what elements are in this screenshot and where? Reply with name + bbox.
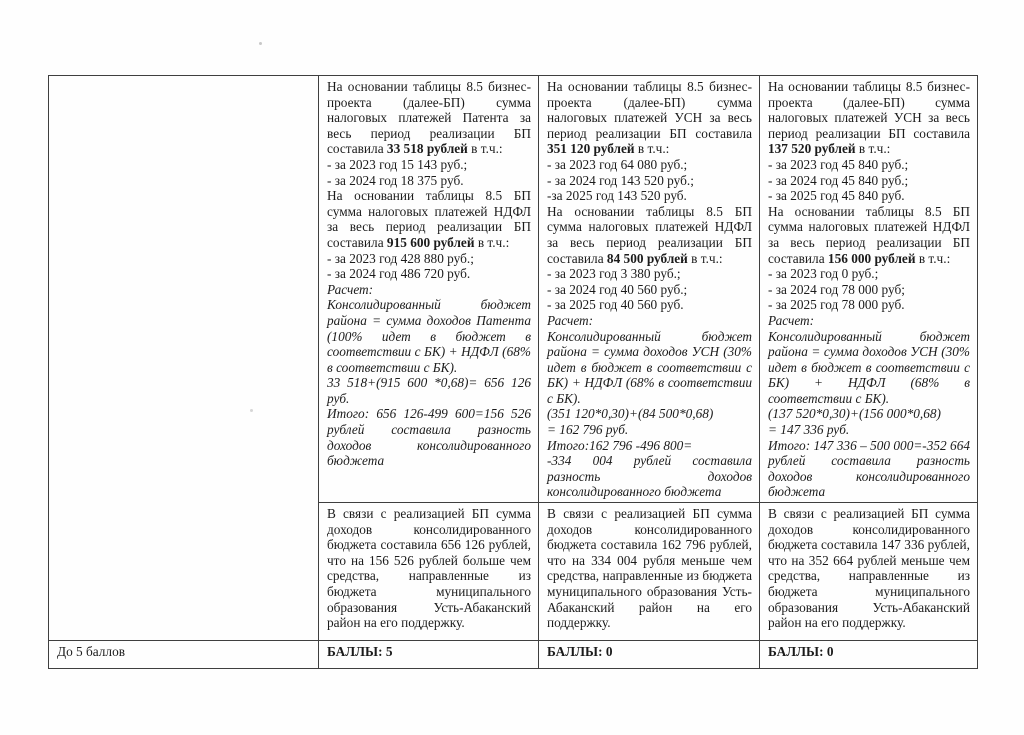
- score-value: БАЛЛЫ: 0: [547, 644, 613, 660]
- paragraph: - за 2024 год 143 520 руб.;: [547, 172, 694, 188]
- analysis-cell-usn-1: [539, 76, 760, 503]
- criterion-max-score-label: До 5 баллов: [57, 644, 125, 660]
- paragraph: На основании таблицы 8.5 бизнес-проекта (далее-БП) сумма налоговых платежей УСН за весь период реализации БП составила 351 120 рублей в т.ч.:: [547, 79, 752, 157]
- paragraph: На основании таблицы 8.5 бизнес-проекта (далее-БП) сумма налоговых платежей УСН за весь период реализации БП составила 137 520 рублей в т.ч.:: [768, 79, 970, 157]
- score-cell-usn-1: [539, 641, 760, 669]
- table-row-score: [49, 641, 978, 669]
- paragraph: (137 520*0,30)+(156 000*0,68): [768, 406, 941, 422]
- paragraph: = 147 336 руб.: [768, 422, 850, 438]
- summary-text: В связи с реализацией БП сумма доходов консолидированного бюджета составила 656 126 рублей, что на 156 526 рублей больше чем средства, направленные из бюджета муниципального образования Усть-Абаканский район на его поддержку.: [327, 506, 531, 631]
- paragraph: На основании таблицы 8.5 БП сумма налоговых платежей НДФЛ за весь период реализации БП составила 84 500 рублей в т.ч.:: [547, 203, 752, 266]
- paragraph: - за 2024 год 78 000 руб;: [768, 281, 905, 297]
- paragraph: - за 2025 год 78 000 руб.: [768, 297, 905, 313]
- paragraph: Итого:162 796 -496 800=: [547, 437, 693, 453]
- criteria-empty-cell: [49, 76, 319, 641]
- analysis-cell-patent: [319, 76, 539, 503]
- table-row-analysis: [49, 76, 978, 503]
- summary-cell-usn-2: [760, 503, 978, 641]
- paragraph: Расчет:: [768, 312, 815, 328]
- score-value: БАЛЛЫ: 5: [327, 644, 393, 660]
- analysis-cell-usn-2: [760, 76, 978, 503]
- paragraph: Консолидированный бюджет района = сумма доходов Патента (100% идет в бюджет в соответствии с БК) + НДФЛ (68% в соответствии с БК).: [327, 297, 531, 375]
- scan-speck: [259, 42, 262, 45]
- criterion-max-score-cell: [49, 641, 319, 669]
- paragraph: Консолидированный бюджет района = сумма доходов УСН (30% идет в бюджет в соответствии с БК) + НДФЛ (68% в соответствии с БК).: [547, 328, 752, 406]
- paragraph: - за 2023 год 428 880 руб.;: [327, 250, 474, 266]
- evaluation-table: [48, 75, 978, 669]
- paragraph: - за 2023 год 0 руб.;: [768, 266, 879, 282]
- paragraph: На основании таблицы 8.5 БП сумма налоговых платежей НДФЛ за весь период реализации БП составила 156 000 рублей в т.ч.:: [768, 203, 970, 266]
- summary-text: В связи с реализацией БП сумма доходов консолидированного бюджета составила 147 336 рублей, что на 352 664 рублей меньше чем средства, направленные из бюджета муниципального образования Усть-Абаканский район на его поддержку.: [768, 506, 970, 631]
- paragraph: - за 2023 год 3 380 руб.;: [547, 266, 681, 282]
- paragraph: - за 2023 год 64 080 руб.;: [547, 156, 688, 172]
- paragraph: -за 2025 год 143 520 руб.: [547, 188, 687, 204]
- score-cell-usn-2: [760, 641, 978, 669]
- paragraph: -334 004 рублей составила разность доходов консолидированного бюджета: [547, 453, 752, 500]
- score-value: БАЛЛЫ: 0: [768, 644, 834, 660]
- paragraph: (351 120*0,30)+(84 500*0,68): [547, 406, 714, 422]
- paragraph: - за 2025 год 40 560 руб.: [547, 297, 684, 313]
- score-cell-patent: [319, 641, 539, 669]
- summary-cell-usn-1: [539, 503, 760, 641]
- paragraph: - за 2024 год 40 560 руб.;: [547, 281, 688, 297]
- paragraph: - за 2025 год 45 840 руб.: [768, 188, 905, 204]
- paragraph: = 162 796 руб.: [547, 422, 629, 438]
- paragraph: - за 2023 год 15 143 руб.;: [327, 156, 468, 172]
- summary-text: В связи с реализацией БП сумма доходов консолидированного бюджета составила 162 796 рублей, что на 334 004 рубля меньше чем средства, направленные из бюджета муниципального образования Усть-Абаканский район на его поддержку.: [547, 506, 752, 631]
- paragraph: - за 2024 год 18 375 руб.: [327, 172, 464, 188]
- paragraph: Расчет:: [547, 312, 594, 328]
- paragraph: Итого: 147 336 – 500 000=-352 664 рублей составила разность доходов консолидированного бюджета: [768, 437, 970, 500]
- paragraph: Расчет:: [327, 281, 374, 297]
- paragraph: - за 2023 год 45 840 руб.;: [768, 156, 909, 172]
- paragraph: На основании таблицы 8.5 бизнес-проекта (далее-БП) сумма налоговых платежей Патента за весь период реализации БП составила 33 518 рублей в т.ч.:: [327, 79, 531, 157]
- paragraph: Консолидированный бюджет района = сумма доходов УСН (30% идет в бюджет в соответствии с БК) + НДФЛ (68% в соответствии с БК).: [768, 328, 970, 406]
- paragraph: - за 2024 год 486 720 руб.: [327, 266, 471, 282]
- paragraph: Итого: 656 126-499 600=156 526 рублей составила разность доходов консолидированного бюджета: [327, 406, 531, 469]
- summary-cell-patent: [319, 503, 539, 641]
- paragraph: - за 2024 год 45 840 руб.;: [768, 172, 909, 188]
- paragraph: На основании таблицы 8.5 БП сумма налоговых платежей НДФЛ за весь период реализации БП составила 915 600 рублей в т.ч.:: [327, 188, 531, 250]
- paragraph: 33 518+(915 600 *0,68)= 656 126 руб.: [327, 375, 531, 406]
